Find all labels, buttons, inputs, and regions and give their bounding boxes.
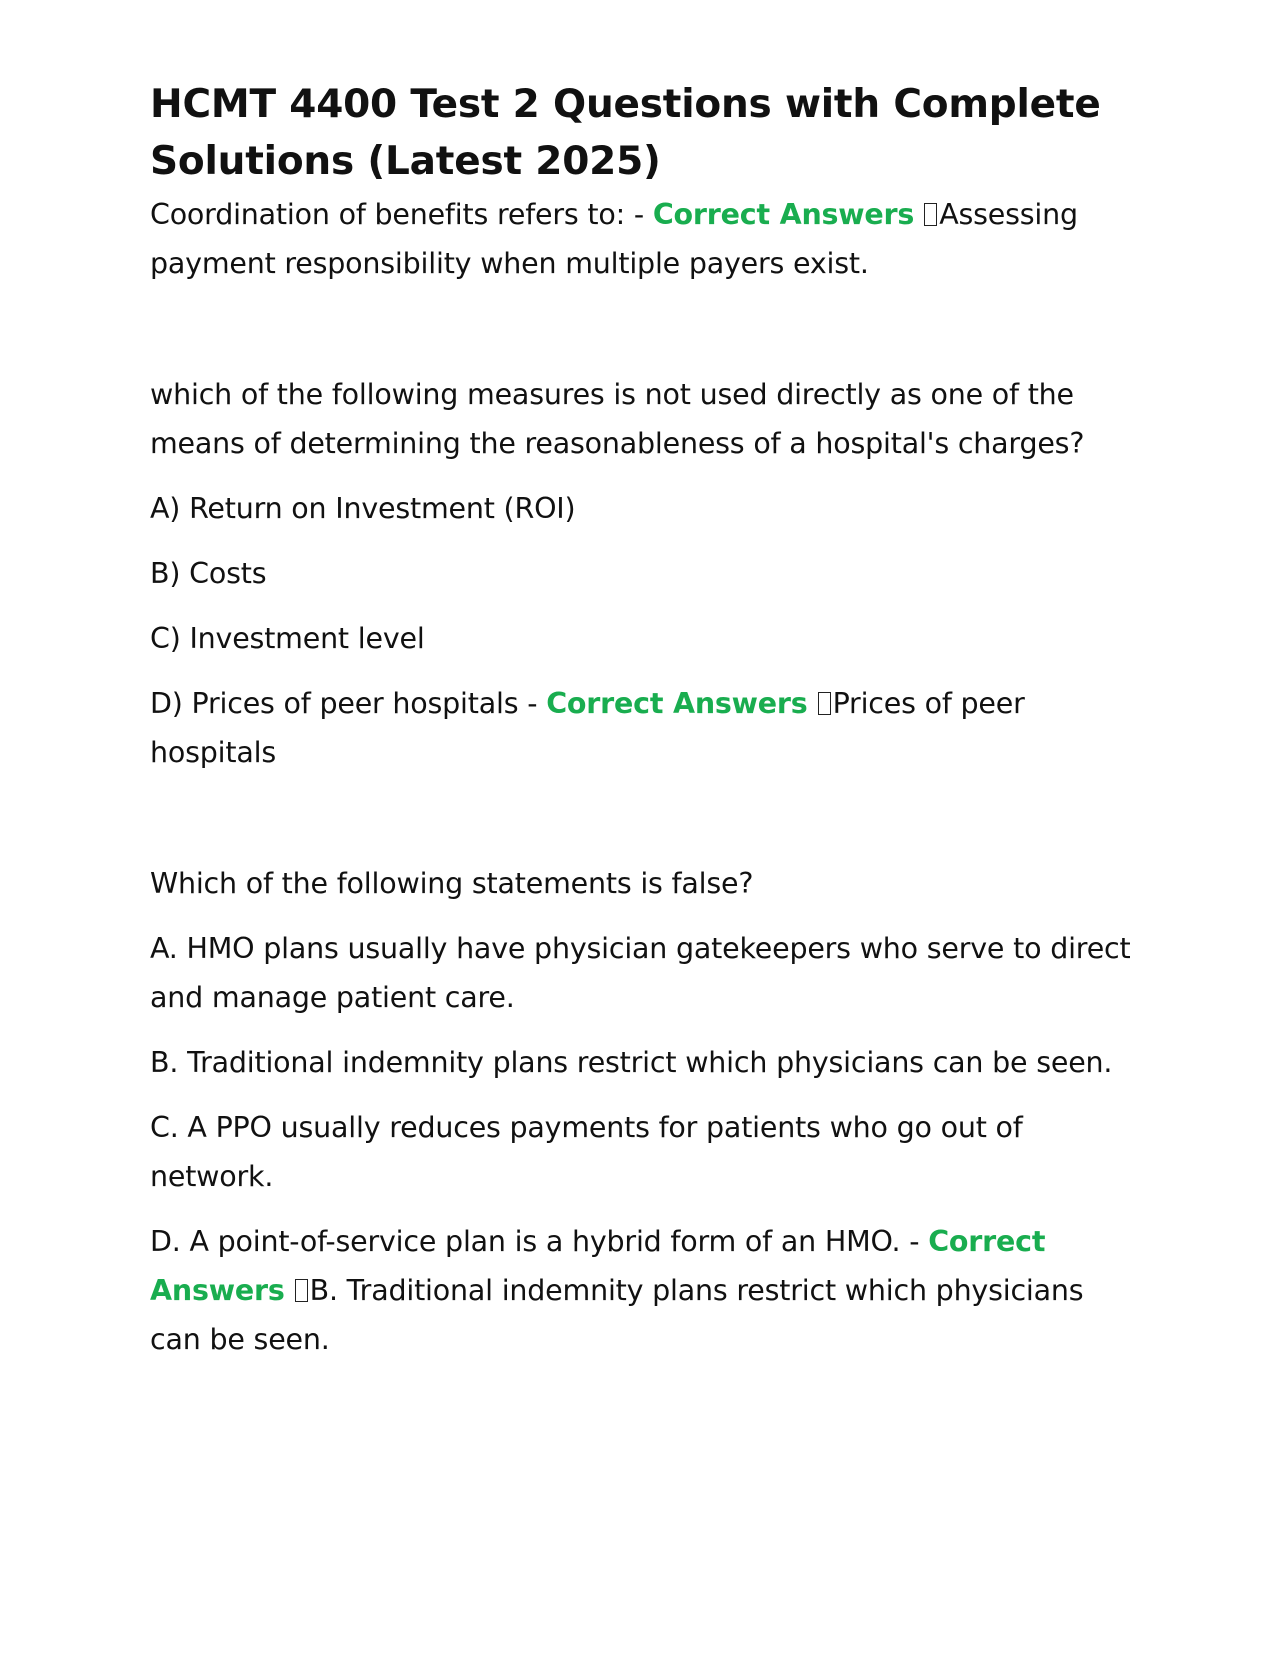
question-2-option-d xyxy=(150,679,1140,777)
question-2-text: which of the following measures is not used directly as one of the means of determining the reasonableness of a hospital's charges? xyxy=(150,378,1085,460)
question-1-answer: Assessing payment responsibility when multiple payers exist. xyxy=(150,198,1078,280)
correct-answers-label: Correct Answers xyxy=(150,1225,1046,1307)
document-title: HCMT 4400 Test 2 Questions with Complete Solutions (Latest 2025) xyxy=(150,82,1101,184)
question-3-option-a: A. HMO plans usually have physician gatekeepers who serve to direct and manage patient care. xyxy=(150,932,1131,1014)
correct-answers-label: Correct Answers xyxy=(652,198,915,231)
missing-glyph-box-icon xyxy=(295,1279,308,1302)
question-2-option-a: A) Return on Investment (ROI) xyxy=(150,492,576,525)
question-2-option-d-text: D) Prices of peer hospitals - xyxy=(150,687,547,720)
question-3-answer: B. Traditional indemnity plans restrict which physicians can be seen. xyxy=(150,1274,1084,1356)
correct-answers-label: Correct Answers xyxy=(546,687,808,720)
question-1-text: Coordination of benefits refers to: - xyxy=(150,198,653,231)
question-1 xyxy=(150,190,1140,288)
question-3-option-b: B. Traditional indemnity plans restrict which physicians can be seen. xyxy=(150,1046,1113,1079)
question-2-option-c: C) Investment level xyxy=(150,622,425,655)
question-2-answer: Prices of peer hospitals xyxy=(150,687,1025,769)
missing-glyph-box-icon xyxy=(924,203,937,226)
question-3-text: Which of the following statements is false? xyxy=(150,867,754,900)
question-3-option-d-text: D. A point-of-service plan is a hybrid form of an HMO. - xyxy=(150,1225,929,1258)
question-3-option-c: C. A PPO usually reduces payments for patients who go out of network. xyxy=(150,1111,1023,1193)
question-2-option-b: B) Costs xyxy=(150,557,267,590)
missing-glyph-box-icon xyxy=(818,692,831,715)
question-3-option-d xyxy=(150,1217,1140,1364)
